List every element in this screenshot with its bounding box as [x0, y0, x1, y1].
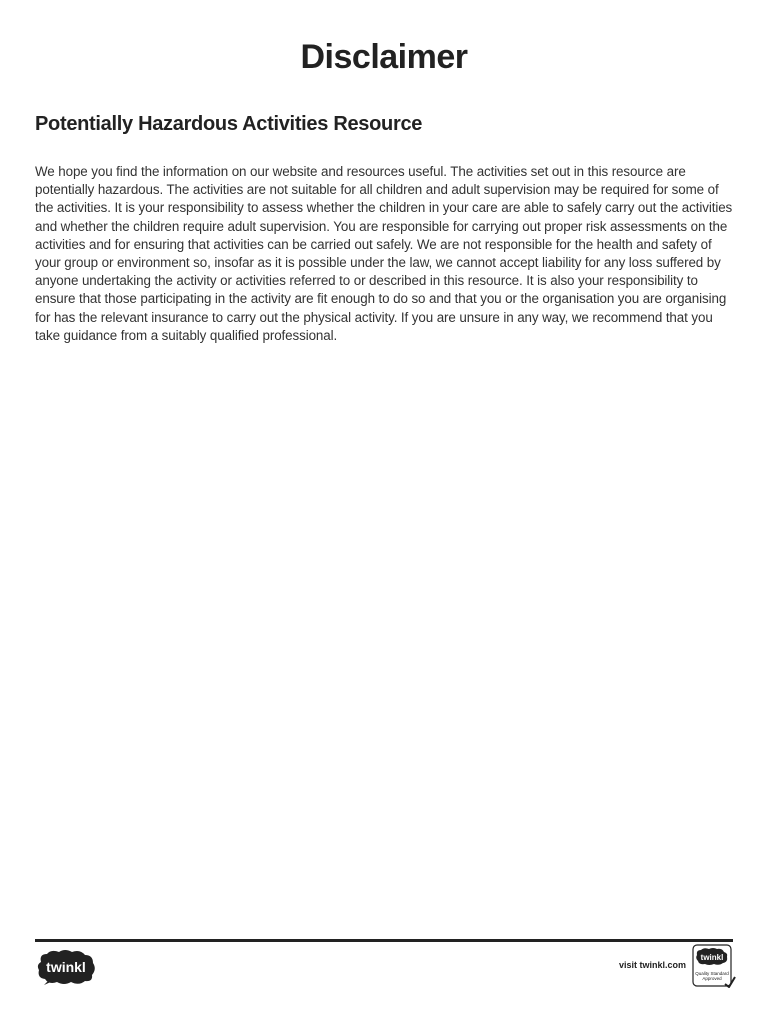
badge-logo-text: twinkl [700, 953, 724, 962]
visit-website-text: visit twinkl.com [618, 960, 686, 970]
badge-line-1: Quality Standard [695, 971, 729, 976]
twinkl-logo-text: twinkl [46, 959, 86, 975]
page-title: Disclaimer [300, 38, 468, 76]
twinkl-logo-icon [35, 948, 97, 986]
badge-line-2: Approved [702, 976, 722, 981]
badge-caption [693, 971, 731, 981]
disclaimer-body: We hope you find the information on our website and resources useful. The activities set out in this resource are potentially hazardous. The activities are not suitable for all children and adult supervision may be required for some of the activities. It is your responsibility to assess whether the children in your care are able to safely carry out the activities and whether the children require adult supervision. You are responsible for carrying out proper risk assessments on the activities and for ensuring that activities can be carried out safely. We are not responsible for the health and safety of your group or environment so, insofar as it is possible under the law, we cannot accept liability for any loss suffered by anyone undertaking the activity or activities referred to or described in this resource. It is also your responsibility to ensure that those participating in the activity are fit enough to do so and that you or the organisation you are organising for has the relevant insurance to carry out the physical activity. If you are unsure in any way, we recommend that you take guidance from a suitably qualified professional. [35, 164, 733, 343]
section-heading: Potentially Hazardous Activities Resource [35, 113, 423, 135]
quality-standard-badge-icon [692, 944, 736, 988]
footer-divider [35, 939, 733, 942]
